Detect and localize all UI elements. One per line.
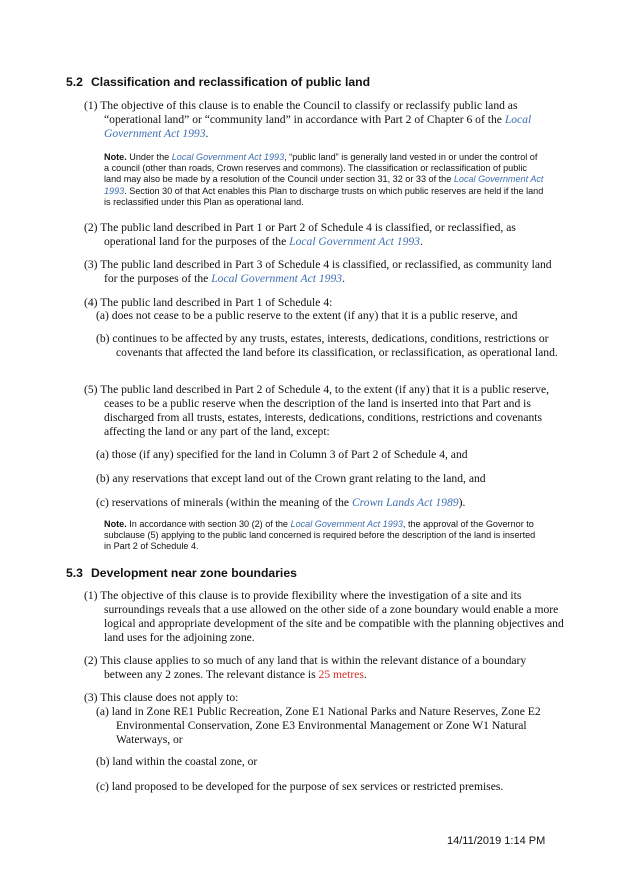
clause-text: (c) reservations of minerals (within the meaning of the	[96, 496, 352, 509]
note-text: . Section 30 of that Act enables this Plan to discharge trusts on which public reserves are held if the land is reclassified under this Plan as operational land.	[104, 185, 544, 207]
clause-5-2-3	[84, 258, 564, 286]
note-label: Note.	[104, 519, 127, 529]
section-number: 5.3	[66, 566, 83, 580]
clause-text-end: ).	[458, 496, 466, 509]
clause-text: (3) The public land described in Part 3 of Schedule 4 is classified, or reclassified, as community land for the purposes of the	[84, 258, 552, 285]
act-link[interactable]: Local Government Act 1993	[104, 174, 544, 196]
clause-text: (2) The public land described in Part 1 or Part 2 of Schedule 4 is classified, or reclassified, as operational land for the purposes of the	[84, 221, 516, 248]
note-5-2-1	[104, 152, 544, 208]
clause-5-2-5-a: (a) those (if any) specified for the land in Column 3 of Part 2 of Schedule 4, and	[96, 448, 468, 461]
clause-5-3-3: (3) This clause does not apply to:	[84, 691, 239, 704]
note-text: , “public land” is generally land vested in or under the control of a council (other than roads, Crown reserves and commons). The classification or reclassification of public land may also be made by a resolution of the Council under section 31, 32 or 33 of the	[104, 152, 538, 185]
act-link[interactable]: Local Government Act 1993	[211, 272, 343, 285]
clause-5-3-1: (1) The objective of this clause is to provide flexibility where the investigation of a site and its surroundings reveals that a use allowed on the other side of a zone boundary would enable a more logical and appropriate development of the site and be compatible with the planning objectives and land uses for the adjoining zone.	[84, 589, 564, 644]
relevant-distance-value: 25 metres	[318, 668, 364, 681]
clause-5-3-3-c: (c) land proposed to be developed for the purpose of sex services or restricted premises.	[96, 780, 504, 793]
note-label: Note.	[104, 152, 127, 162]
clause-text: (2) This clause applies to so much of any land that is within the relevant distance of a boundary between any 2 zones. The relevant distance is	[84, 654, 527, 681]
act-link[interactable]: Local Government Act 1993	[289, 235, 420, 248]
section-number: 5.2	[66, 75, 83, 89]
clause-text-end: .	[363, 668, 367, 681]
section-5-3-heading	[66, 566, 297, 580]
clause-text: (1) The objective of this clause is to enable the Council to classify or reclassify public land as “operational land” or “community land” in accordance with Part 2 of Chapter 6 of the	[84, 99, 518, 126]
clause-5-2-5-c	[96, 496, 562, 510]
note-text: , the approval of the Governor to subclause (5) applying to the public land concerned is required before the description of the land is inserted in Part 2 of Schedule 4.	[104, 519, 536, 552]
note-text: Under the	[126, 152, 172, 162]
clause-5-2-5: (5) The public land described in Part 2 of Schedule 4, to the extent (if any) that it is a public reserve, ceases to be a public reserve when the description of the land is inserted into that Part and is discharged from all trusts, estates, interests, dedications, conditions, restrictions and covenants affecting the land or any part of the land, except:	[84, 383, 550, 438]
clause-5-2-5-b: (b) any reservations that except land out of the Crown grant relating to the land, and	[96, 472, 486, 485]
section-5-2-heading	[66, 75, 370, 89]
act-link[interactable]: Crown Lands Act 1989	[351, 496, 459, 509]
print-timestamp: 14/11/2019 1:14 PM	[447, 835, 546, 847]
clause-5-2-1	[84, 99, 564, 141]
clause-5-2-4-b: (b) continues to be affected by any trusts, estates, interests, dedications, conditions, restrictions or covenants that affected the land before its classification, or reclassification, as operational land.	[96, 332, 558, 359]
clause-text-end: .	[205, 127, 209, 140]
clause-5-3-3-b: (b) land within the coastal zone, or	[96, 755, 258, 768]
clause-text-end: .	[342, 272, 345, 285]
clause-5-2-4: (4) The public land described in Part 1 of Schedule 4:	[84, 296, 333, 309]
section-title: Development near zone boundaries	[91, 566, 297, 580]
note-5-2-2	[104, 519, 544, 553]
clause-5-2-4-a: (a) does not cease to be a public reserve to the extent (if any) that it is a public reserve, and	[96, 309, 518, 322]
clause-5-3-3-a: (a) land in Zone RE1 Public Recreation, Zone E1 National Parks and Nature Reserves, Zone E2 Environmental Conservation, Zone E3 Environmental Management or Zone W1 Natural Waterways, or	[96, 705, 541, 746]
note-text: In accordance with section 30 (2) of the	[126, 519, 291, 529]
section-title: Classification and reclassification of public land	[91, 75, 371, 89]
act-link[interactable]: Local Government Act 1993	[171, 152, 285, 162]
clause-5-3-2	[84, 654, 564, 682]
act-link[interactable]: Local Government Act 1993	[290, 519, 403, 529]
act-link[interactable]: Local Government Act 1993	[104, 113, 532, 140]
clause-text-end: .	[419, 235, 423, 248]
clause-5-2-2	[84, 221, 564, 249]
